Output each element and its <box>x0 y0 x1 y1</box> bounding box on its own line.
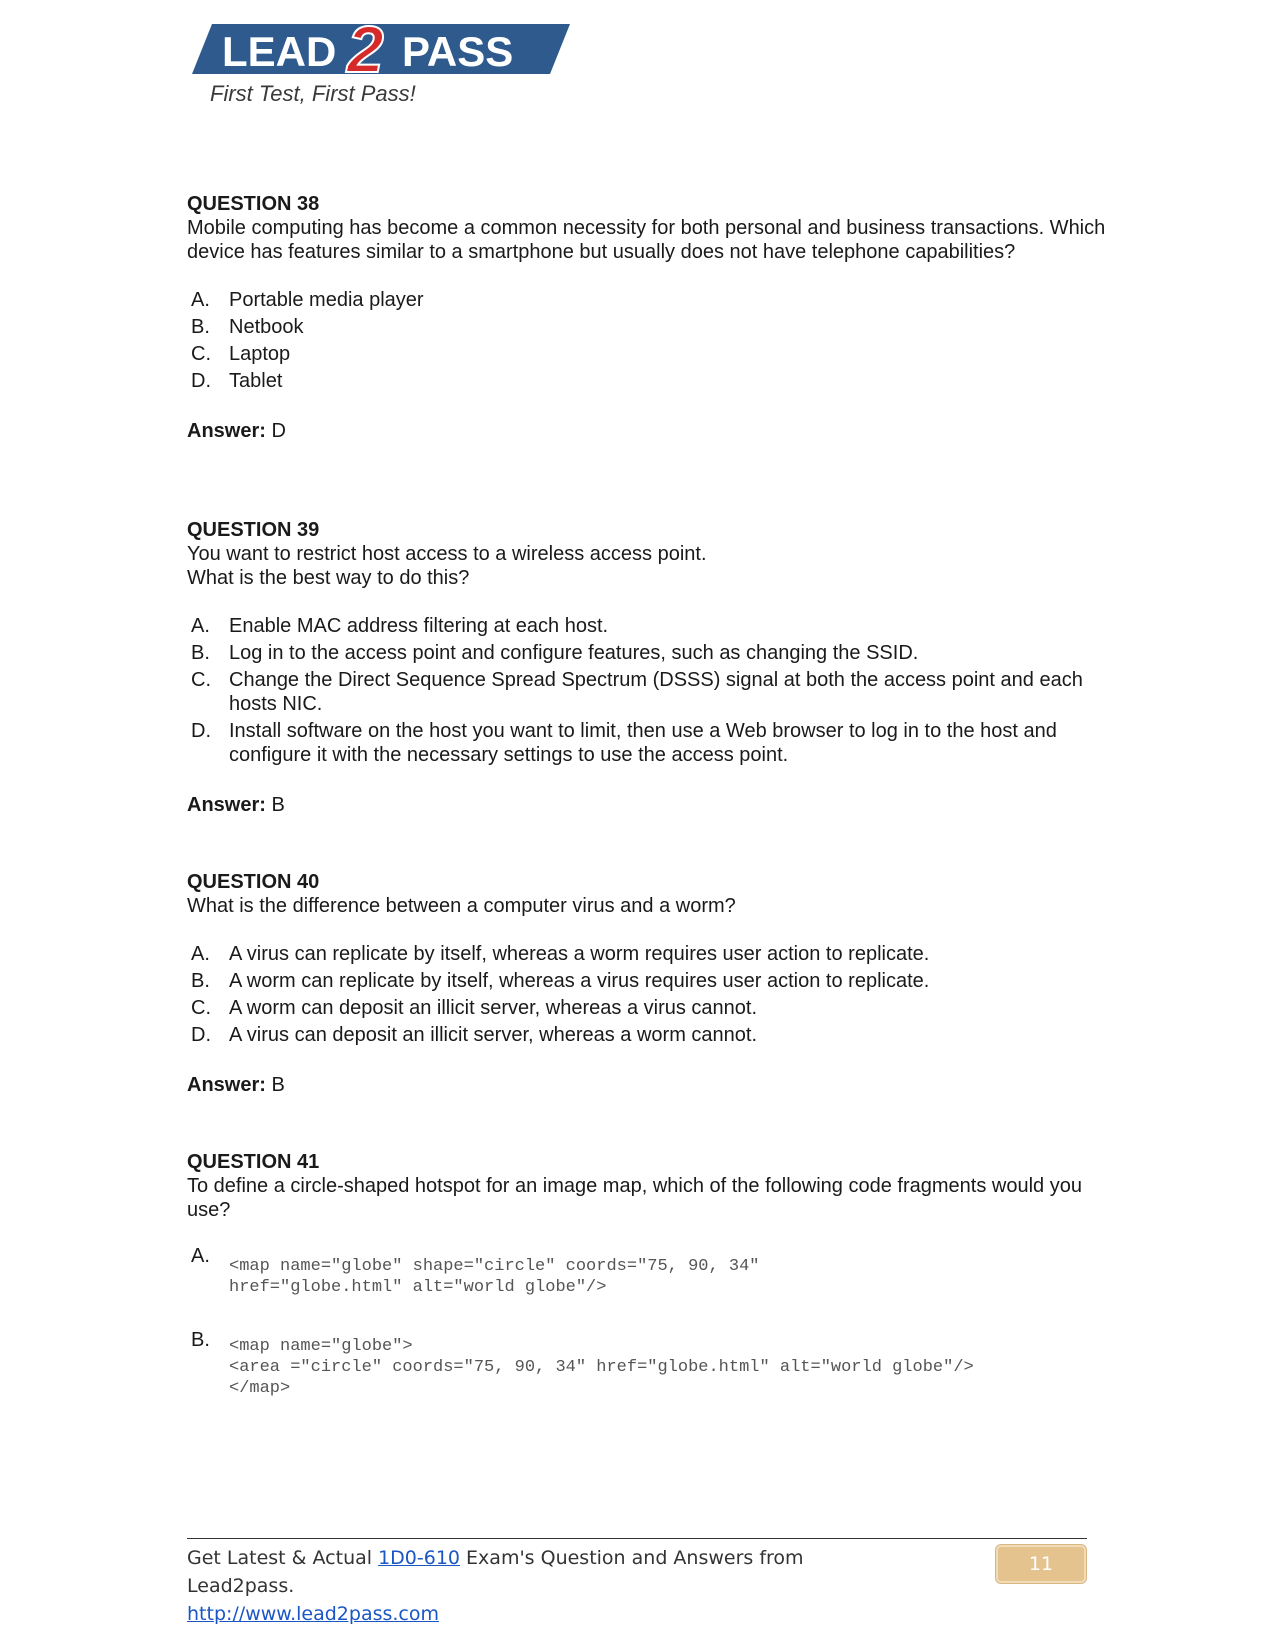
code-fragment: <map name="globe"> <area ="circle" coords="75, 90, 34" href="globe.html" alt="world globe"/> </map> <box>229 1337 974 1398</box>
option-c: C. Laptop <box>191 343 291 365</box>
question-text-line-2: What is the best way to do this? <box>187 567 470 589</box>
answer-value: D <box>271 420 286 442</box>
code-fragment: <map name="globe" shape="circle" coords="75, 90, 34" href="globe.html" alt="world globe"/> <box>229 1257 760 1297</box>
question-text: Mobile computing has become a common necessity for both personal and business transactions. Which device has features similar to a smartphone but usually does not have telephone capabilities? <box>187 217 1106 263</box>
question-text-line-1: You want to restrict host access to a wireless access point. <box>187 543 707 565</box>
option-list <box>187 614 1117 767</box>
question-title: QUESTION 40 <box>187 871 320 893</box>
option-c: C. A worm can deposit an illicit server, whereas a virus cannot. <box>191 997 758 1019</box>
exam-link[interactable]: 1D0-610 <box>378 1547 461 1569</box>
option-d: D. A virus can deposit an illicit server, whereas a worm cannot. <box>191 1024 758 1046</box>
option-b: B. <map name="globe"> <area ="circle" coords="75, 90, 34" href="globe.html" alt="world globe"/> </map> <box>191 1329 974 1398</box>
answer: Answer: D <box>187 420 286 442</box>
footer <box>187 1544 907 1628</box>
logo-right-text: PASS <box>402 28 514 75</box>
answer: Answer: B <box>187 1074 285 1096</box>
question-title: QUESTION 41 <box>187 1151 320 1173</box>
option-d: D. Tablet <box>191 370 283 392</box>
answer: Answer: B <box>187 794 285 816</box>
option-a: A. Portable media player <box>191 289 424 311</box>
option-list <box>187 942 1117 1047</box>
question-39 <box>187 518 1117 817</box>
question-38 <box>187 192 1117 443</box>
question-text: What is the difference between a computer virus and a worm? <box>187 895 736 917</box>
question-41 <box>187 1150 1117 1399</box>
option-b: B. Netbook <box>191 316 304 338</box>
question-title: QUESTION 38 <box>187 193 320 215</box>
question-40 <box>187 870 1117 1097</box>
option-a: A. Enable MAC address filtering at each host. <box>191 615 609 637</box>
logo-left-text: LEAD <box>222 28 337 75</box>
option-a: A. A virus can replicate by itself, whereas a worm requires user action to replicate. <box>191 943 930 965</box>
option-c: C. Change the Direct Sequence Spread Spectrum (DSSS) signal at both the access point and each hosts NIC. <box>191 669 1083 715</box>
site-link[interactable]: http://www.lead2pass.com <box>187 1603 440 1625</box>
footer-text: Get Latest & Actual 1D0-610 Exam's Question and Answers from Lead2pass. <box>187 1547 804 1597</box>
option-a: A. <map name="globe" shape="circle" coords="75, 90, 34" href="globe.html" alt="world globe"/> <box>191 1245 760 1297</box>
page-number-badge: 11 <box>996 1545 1086 1583</box>
question-text: To define a circle-shaped hotspot for an image map, which of the following code fragments would you use? <box>187 1175 1082 1221</box>
option-b: B. A worm can replicate by itself, whereas a virus requires user action to replicate. <box>191 970 930 992</box>
option-b: B. Log in to the access point and configure features, such as changing the SSID. <box>191 642 919 664</box>
logo-number: 2 <box>347 12 384 86</box>
option-list <box>187 288 1117 393</box>
answer-value: B <box>271 1074 285 1096</box>
lead2pass-logo <box>190 6 590 106</box>
footer-divider <box>187 1538 1087 1539</box>
logo-tagline: First Test, First Pass! <box>210 81 416 106</box>
option-d: D. Install software on the host you want to limit, then use a Web browser to log in to the host and configure it with the necessary settings to use the access point. <box>191 720 1057 766</box>
answer-value: B <box>271 794 285 816</box>
question-title: QUESTION 39 <box>187 519 320 541</box>
